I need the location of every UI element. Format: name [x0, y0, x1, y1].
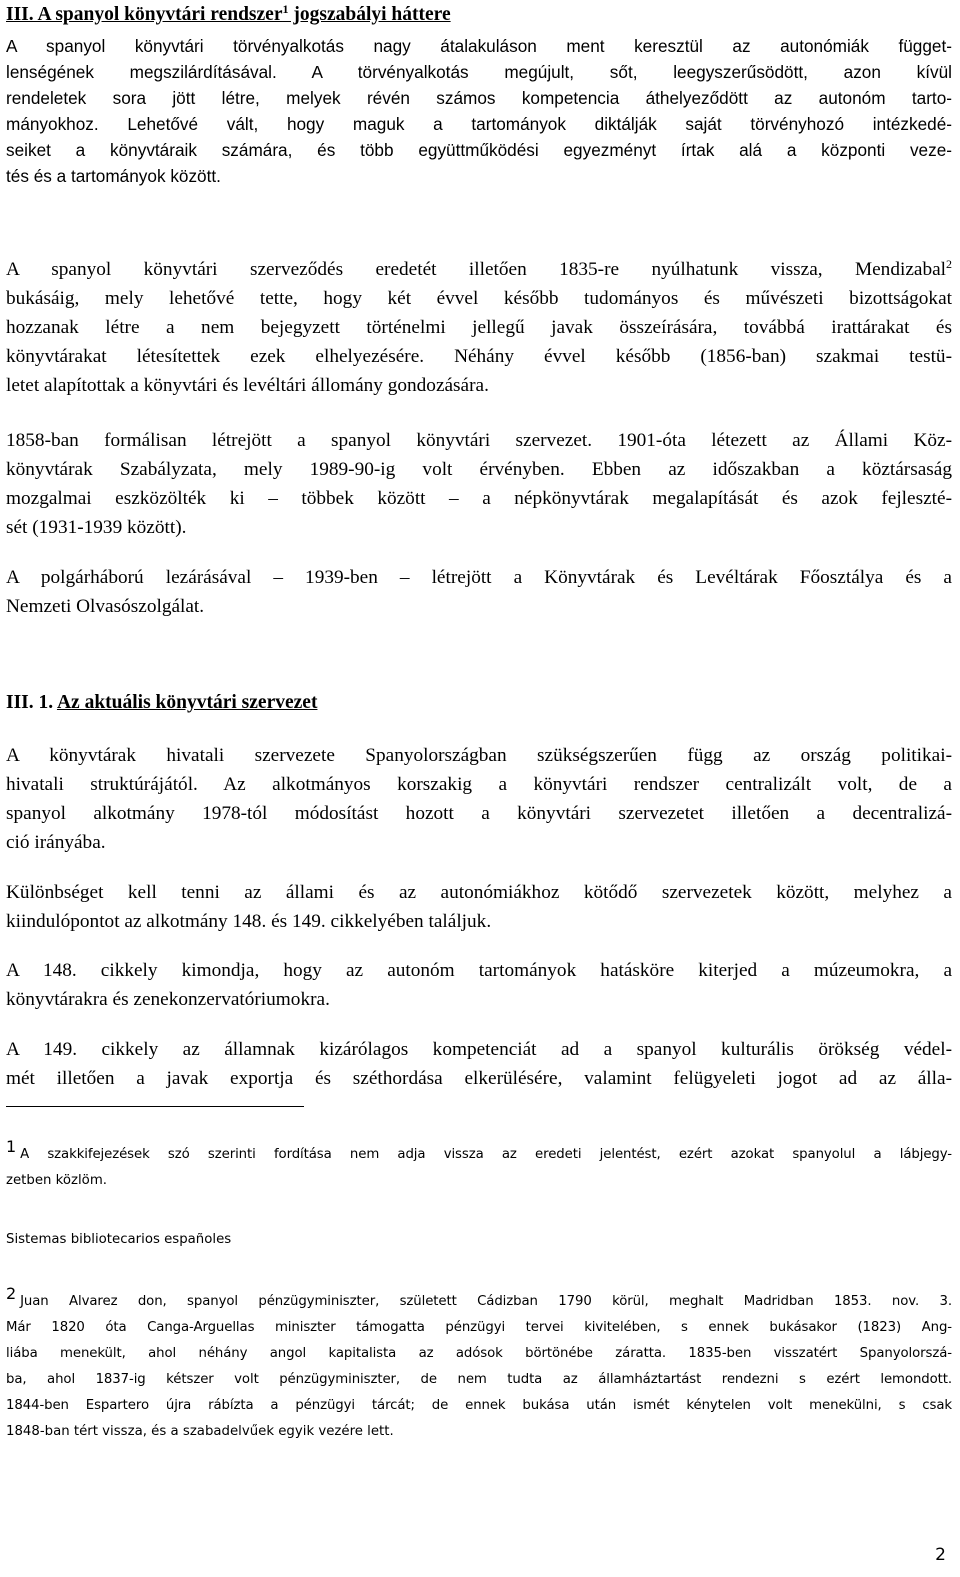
footnote-mark-1: 1 [6, 1137, 17, 1156]
paragraph-article-149: A 149. cikkely az államnak kizárólagos kompetenciát ad a spanyol kulturális örökség védel- mét illetően a javak exportja és széthordása elkerülésére, valamint felügyeleti jogot ad az álla- [6, 1039, 952, 1089]
footnote-mark-2: 2 [6, 1284, 17, 1303]
footnote-ref-2[interactable]: 2 [946, 257, 952, 271]
footnote-1-term: Sistemas bibliotecarios españoles [6, 1232, 232, 1247]
paragraph-civil-war: A polgárháború lezárásával – 1939-ben – létrejött a Könyvtárak és Levéltárak Főosztálya és a Nemzeti Olvasószolgálat. [6, 567, 952, 617]
footnote-2: 2 Juan Alvarez don, spanyol pénzügyminiszter, született Cádizban 1790 körül, meghalt Madridban 1853. nov. 3. Már 1820 óta Canga-Arguellas miniszter támogatta pénzügyi tervei kivitelében, s ennek bukásakor (1823) Ang- liába menekült, ahol néhány angol kapitalista az adósok börtönébe záratta. 1835-ben visszatért Spanyolorszá- ba, ahol 1837-ig kétszer volt pénzügyminiszter, de nem tudta az államháztartást rendezni s ezért lemondott. 1844-ben Espartero újra rábízta a pénzügyi tárcát; de ennek bukása után ismét kénytelen volt menekülni, s csak 1848-ban tért vissza, és a szabadelvűek egyik vezére lett. [6, 1284, 952, 1439]
footnote-separator [6, 1106, 304, 1107]
footnote-ref-1[interactable]: 1 [282, 2, 289, 16]
paragraph-history: 1858-ban formálisan létrejött a spanyol könyvtári szervezet. 1901-óta létezett az Állami Köz- könyvtárak Szabályzata, mely 1989-90-ig volt érvényben. Ebben az időszakban a köztársaság mozgalmai eszközölték ki – többek között – a népkönyvtárak megalapítását és azok fejleszté- sét (1931-1939 között). [6, 430, 952, 538]
section-heading: III. A spanyol könyvtári rendszer$^1$ jogszabályi háttere [6, 2, 451, 25]
page-number: 2 [935, 1545, 946, 1565]
paragraph-distinction: Különbséget kell tenni az állami és az autonómiákhoz kötődő szervezetek között, melyhez a kiindulópontot az alkotmány 148. és 149. cikkelyében találjuk. [6, 882, 952, 932]
paragraph-article-148: A 148. cikkely kimondja, hogy az autonóm tartományok hatásköre kiterjed a múzeumokra, a könyvtárakra és zenekonzervatóriumokra. [6, 960, 952, 1010]
paragraph-organization: A könyvtárak hivatali szervezete Spanyolországban szükségszerűen függ az ország politikai- hivatali struktúrájától. Az alkotmányos korszakig a könyvtári rendszer centralizált volt, de a spanyol alkotmány 1978-tól módosítást hozott a könyvtári szervezetet illetően a decentralizá- ció irányába. [6, 745, 952, 853]
footnote-1: 1 A szakkifejezések szó szerinti fordítása nem adja vissza az eredeti jelentést, ezért azokat spanyolul a lábjegy- zetben közlöm. [6, 1137, 952, 1188]
paragraph-origins: A spanyol könyvtári szerveződés eredetét illetően 1835-re nyúlhatunk vissza, Mendizabal$^2$ bukásáig, mely lehetővé tette, hogy két évvel később tudományos és művészeti bizottságokat hozzanak létre a nem bejegyzett történelmi jellegű javak összeírására, továbbá irattárakat és könyvtárakat létesítettek ezek elhelyezésére. Néhány évvel később (1856-ban) szakmai testü- letet alapítottak a könyvtári és levéltári állomány gondozására. [6, 257, 952, 396]
subsection-heading: III. 1. Az aktuális könyvtári szervezet [6, 692, 318, 713]
paragraph-intro: A spanyol könyvtári törvényalkotás nagy átalakuláson ment keresztül az autonómiák függet- lenségének megszilárdításával. A törvényalkotás megújult, sőt, leegyszerűsödött, azon kívül rendeletek sora jött létre, melyek révén számos kompetencia áthelyeződött az autonóm tarto- mányokhoz. Lehetővé vált, hogy maguk a tartományok diktálják saját törvényhozó intézkedé- seiket a könyvtáraik számára, és több együttműködési egyezményt írtak alá a központi veze- tés és a tartományok között. [6, 36, 952, 186]
